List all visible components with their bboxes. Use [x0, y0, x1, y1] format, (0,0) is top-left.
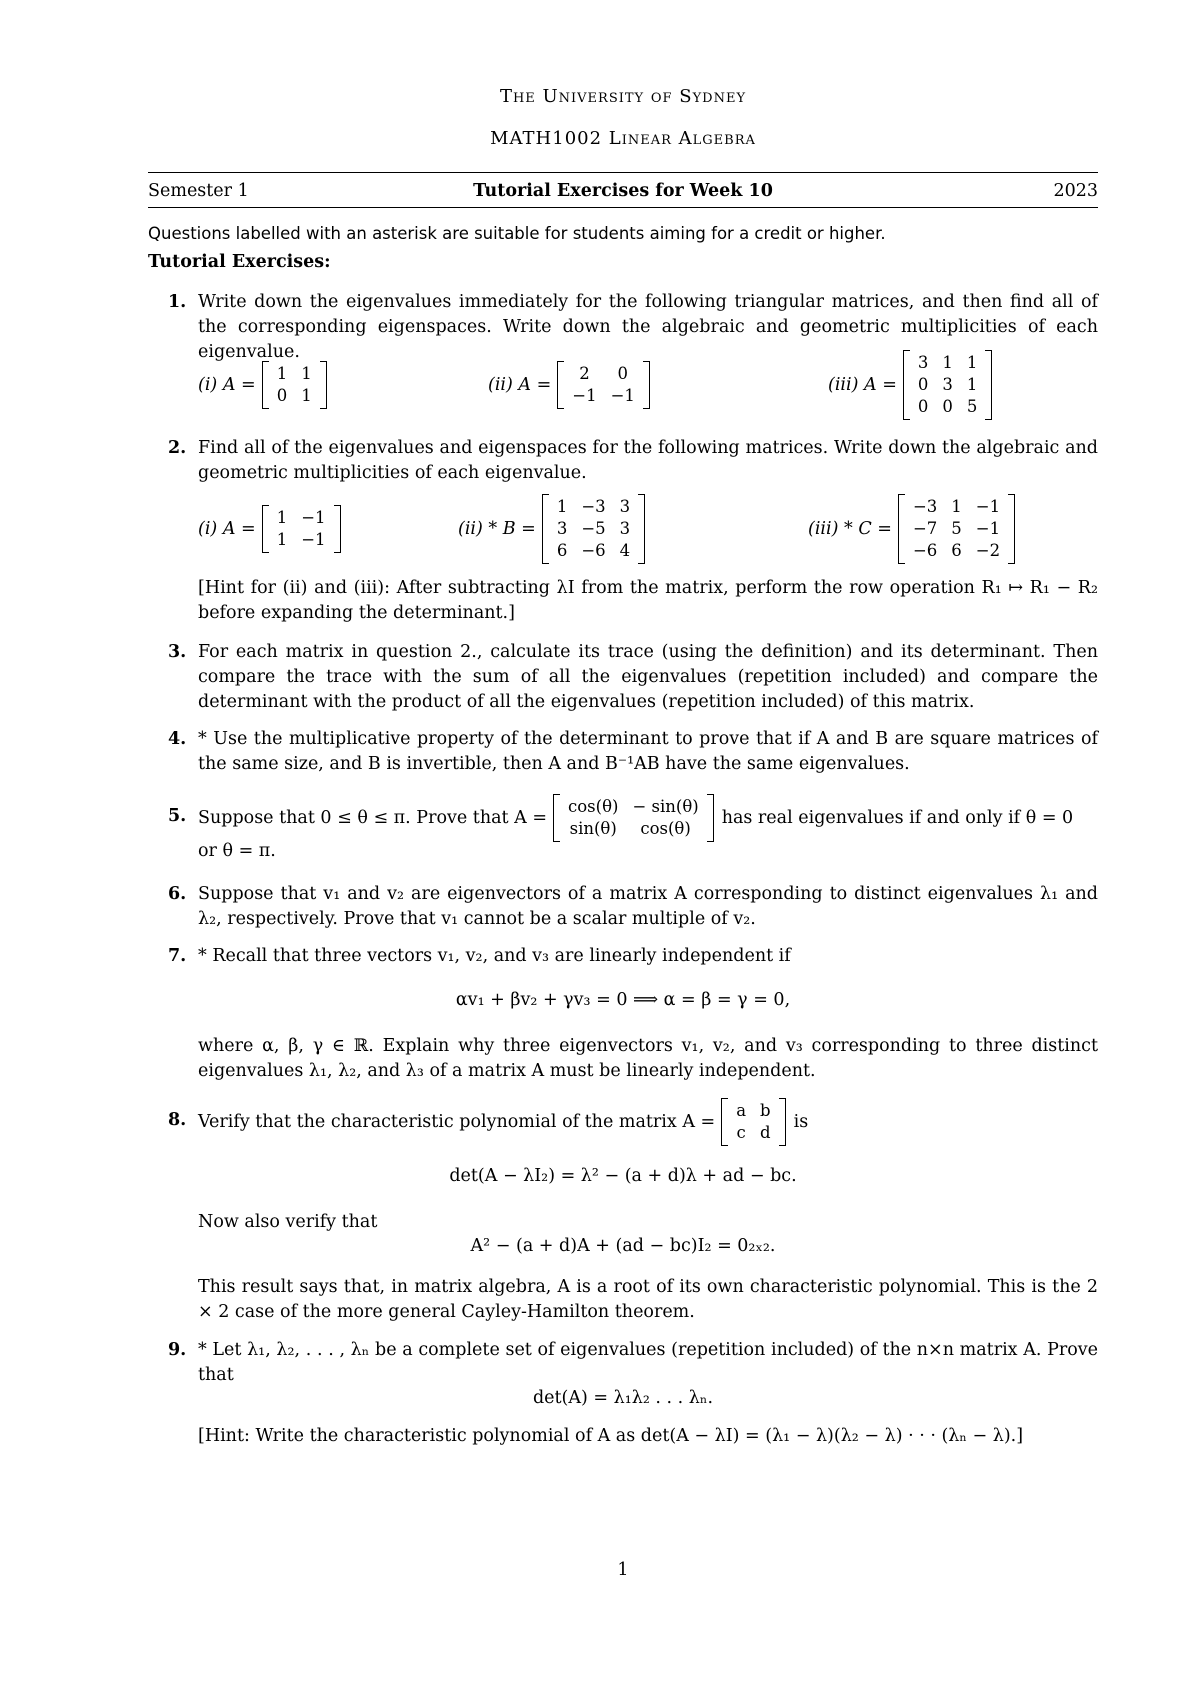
- matrix: [557, 361, 650, 409]
- matrix-entry: −1: [975, 519, 1001, 538]
- matrix-entry: − sin(θ): [632, 797, 699, 816]
- question-5: 5. Suppose that 0 ≤ θ ≤ π. Prove that A = cos(θ) − sin(θ) sin(θ) cos(θ) has real eigenvalues if and only if θ = 0: [148, 790, 1098, 850]
- matrix: [542, 494, 645, 564]
- section-title: Tutorial Exercises:: [148, 252, 331, 272]
- matrix-entry: 5: [951, 519, 962, 538]
- matrix-entry: 4: [619, 541, 631, 560]
- matrix-entry: −3: [581, 497, 606, 516]
- question-number: 5.: [168, 806, 187, 826]
- matrix-entry: 1: [556, 497, 568, 516]
- question-number: 1.: [168, 292, 187, 312]
- page-number: 1: [617, 1560, 629, 1580]
- q1-matrices: [198, 350, 1098, 420]
- matrix-entry: 3: [556, 519, 568, 538]
- matrix-entry: 6: [556, 541, 568, 560]
- question-number: 9.: [168, 1340, 187, 1360]
- matrix-entry: −6: [912, 541, 938, 560]
- matrix-entry: −2: [975, 541, 1001, 560]
- q2-matrix-i: (i) A = 1 −1 1 −1: [198, 494, 341, 564]
- matrix-entry: 6: [951, 541, 962, 560]
- matrix-entry: 0: [942, 397, 953, 416]
- matrix-entry: −5: [581, 519, 606, 538]
- matrix: [898, 494, 1015, 564]
- matrix-entry: 1: [966, 375, 978, 394]
- question-number: 2.: [168, 438, 187, 458]
- matrix: [721, 1098, 785, 1146]
- matrix-entry: a: [736, 1101, 747, 1120]
- matrix-entry: 0: [917, 375, 929, 394]
- matrix-entry: 3: [619, 497, 631, 516]
- question-8: 8. Verify that the characteristic polynomial of the matrix A = a b c d is: [148, 1094, 1098, 1154]
- matrix-entry: 1: [966, 353, 978, 372]
- matrix-entry: −3: [912, 497, 938, 516]
- course-title: MATH1002 Linear Algebra: [490, 128, 756, 149]
- page-title: Tutorial Exercises for Week 10: [473, 181, 773, 201]
- q9-equation: det(A) = λ₁λ₂ . . . λₙ.: [532, 1388, 714, 1408]
- question-number: 8.: [168, 1110, 187, 1130]
- intro-text: Questions labelled with an asterisk are suitable for students aiming for a credit or higher.: [148, 224, 886, 243]
- question-number: 3.: [168, 642, 187, 662]
- matrix-entry: b: [760, 1101, 771, 1120]
- matrix-entry: 0: [276, 386, 288, 405]
- matrix: [262, 361, 327, 409]
- university-name: The University of Sydney: [499, 86, 747, 107]
- matrix-entry: 3: [942, 375, 953, 394]
- matrix-entry: cos(θ): [567, 797, 619, 816]
- q2-matrix-ii: (ii) * B = 1 −3 3 3 −5 3 6 −6 4: [458, 494, 645, 564]
- matrix-entry: −6: [581, 541, 606, 560]
- question-number: 7.: [168, 946, 187, 966]
- matrix-entry: 1: [276, 364, 288, 383]
- question-text: For each matrix in question 2., calculate its trace (using the definition) and its determinant. Then compare the trace with the sum of all the eigenvalues (repetition included) and compare the determinant with the product of all the eigenvalues (repetition included) of this matrix.: [198, 642, 1098, 712]
- q1-matrix-ii: (ii) A = 2 0 −1 −1: [488, 350, 650, 420]
- matrix-entry: −7: [912, 519, 938, 538]
- matrix-entry: −1: [301, 530, 326, 549]
- question-number: 6.: [168, 884, 187, 904]
- q8-equation-2: A² − (a + d)A + (ad − bc)I₂ = 0₂ₓ₂.: [470, 1236, 776, 1256]
- matrix-entry: 0: [617, 364, 629, 383]
- matrix-entry: 5: [966, 397, 978, 416]
- question-text: * Use the multiplicative property of the determinant to prove that if A and B are square matrices of the same size, and B is invertible, then A and B⁻¹AB have the same eigenvalues.: [198, 729, 1098, 774]
- matrix: [262, 505, 341, 553]
- q2-matrix-iii: (iii) * C = −3 1 −1 −7 5 −1 −6 6 −2: [808, 494, 1015, 564]
- matrix-entry: −1: [301, 508, 326, 527]
- header-bar: [148, 172, 1098, 208]
- question-text: Write down the eigenvalues immediately for the following triangular matrices, and then find all of the corresponding eigenspaces. Write down the algebraic and geometric multiplicities of each eigenvalue.: [198, 292, 1098, 362]
- q8-equation-1: det(A − λI₂) = λ² − (a + d)λ + ad − bc.: [449, 1166, 797, 1186]
- matrix-entry: −1: [610, 386, 635, 405]
- matrix-entry: d: [760, 1123, 771, 1142]
- matrix-entry: 3: [917, 353, 929, 372]
- matrix-entry: 1: [301, 364, 312, 383]
- q1-matrix-i: (i) A = 1 1 0 1: [198, 350, 327, 420]
- question-text: * Recall that three vectors v₁, v₂, and v₃ are linearly independent if: [198, 946, 791, 966]
- semester-label: Semester 1: [148, 181, 249, 201]
- matrix: [903, 350, 993, 420]
- year-label: 2023: [1053, 181, 1098, 201]
- matrix-entry: 0: [917, 397, 929, 416]
- question-text: Suppose that v₁ and v₂ are eigenvectors of a matrix A corresponding to distinct eigenvalues λ₁ and λ₂, respectively. Prove that v₁ cannot be a scalar multiple of v₂.: [198, 884, 1098, 929]
- matrix-entry: 3: [619, 519, 631, 538]
- matrix-entry: 1: [301, 386, 312, 405]
- matrix: [553, 794, 714, 842]
- matrix-entry: −1: [572, 386, 597, 405]
- question-text: * Let λ₁, λ₂, . . . , λₙ be a complete set of eigenvalues (repetition included) of the n×n matrix A. Prove that: [198, 1340, 1098, 1385]
- question-number: 4.: [168, 729, 187, 749]
- matrix-entry: 2: [579, 364, 590, 383]
- matrix-entry: 1: [276, 508, 288, 527]
- q7-equation: αv₁ + βv₂ + γv₃ = 0 ⟹ α = β = γ = 0,: [455, 990, 791, 1010]
- matrix-entry: 1: [942, 353, 953, 372]
- matrix-entry: −1: [975, 497, 1001, 516]
- q1-matrix-iii: (iii) A = 3 1 1 0 3 1 0 0 5: [828, 350, 992, 420]
- matrix-entry: 1: [276, 530, 288, 549]
- matrix-entry: c: [736, 1123, 746, 1142]
- matrix-entry: 1: [951, 497, 962, 516]
- question-text: Find all of the eigenvalues and eigenspaces for the following matrices. Write down the algebraic and geometric multiplicities of each eigenvalue.: [198, 438, 1098, 483]
- matrix-entry: sin(θ): [569, 819, 617, 838]
- q2-matrices: [198, 494, 1098, 564]
- matrix-entry: cos(θ): [640, 819, 691, 838]
